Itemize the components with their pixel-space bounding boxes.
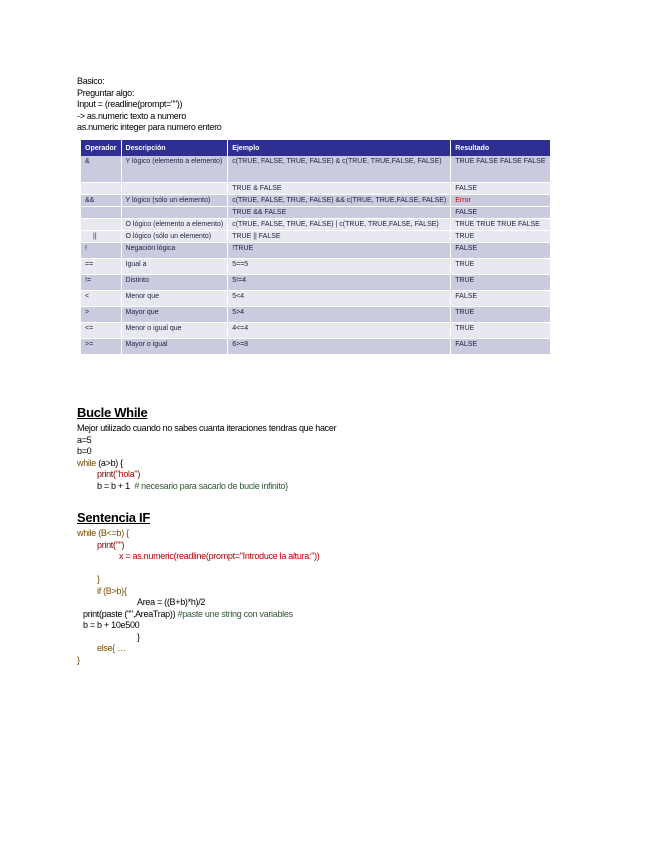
cell-op [81, 207, 122, 219]
cell-desc [122, 183, 229, 195]
cell-example: TRUE && FALSE [228, 207, 451, 219]
table-row [81, 183, 551, 195]
cell-op: < [81, 291, 122, 307]
header-operador: Operador [81, 140, 122, 156]
cell-result: TRUE [451, 259, 550, 275]
code-line [77, 458, 336, 470]
cell-desc: O lógico (elemento a elemento) [122, 219, 229, 231]
code-line [77, 528, 320, 540]
cell-example: TRUE || FALSE [228, 231, 451, 243]
code-line: b=0 [77, 446, 92, 456]
cell-op: != [81, 275, 122, 291]
operators-table [81, 140, 551, 355]
string-literal: "" [115, 539, 122, 550]
intro-line: Input = (readline(prompt="")) [77, 99, 183, 109]
header-resultado: Resultado [451, 140, 550, 156]
cell-result: TRUE [451, 231, 550, 243]
code-comment: # necesario para sacarlo de bucle infinito} [129, 480, 288, 491]
code-text: ) [137, 469, 141, 479]
table-row [81, 259, 551, 275]
cell-desc: Mayor que [122, 307, 229, 323]
table-row [81, 307, 551, 323]
cell-result: TRUE FALSE FALSE FALSE [451, 156, 550, 183]
cell-desc: Distinto [122, 275, 229, 291]
cell-result: TRUE TRUE TRUE FALSE [451, 219, 550, 231]
intro-line: -> as.numeric texto a numero [77, 110, 186, 121]
table-row [81, 231, 551, 243]
cell-op: > [81, 307, 122, 323]
cell-example: 6>=8 [228, 339, 451, 355]
cell-op: && [81, 195, 122, 207]
code-line: if (B>b){ [97, 585, 127, 596]
cell-example: c(TRUE, FALSE, TRUE, FALSE) | c(TRUE, TRUE,FALSE, FALSE) [228, 219, 451, 231]
intro-line: Basico: [77, 76, 105, 86]
code-line: } [77, 654, 80, 665]
table-row [81, 195, 551, 207]
code-line [77, 563, 320, 575]
code-text: b = b + 1 [97, 480, 130, 491]
table-row [81, 243, 551, 259]
keyword-while: while [77, 457, 97, 468]
table-row [81, 339, 551, 355]
code-text: print(paste ("",AreaTrap)) [83, 608, 178, 619]
code-line: x = as.numeric(readline(prompt="Introduce la altura:")) [119, 551, 320, 561]
cell-desc: Y lógico (elemento a elemento) [122, 156, 229, 183]
number-literal: 10e500 [111, 620, 140, 630]
cell-example: !TRUE [228, 243, 451, 259]
code-comment: #paste une string con variables [177, 608, 293, 619]
cell-desc: Igual a [122, 259, 229, 275]
cell-desc: Y lógico (sólo un elemento) [122, 195, 229, 207]
cell-op: ! [81, 243, 122, 259]
string-literal: "hola" [115, 469, 138, 479]
table-row [81, 291, 551, 307]
code-line: Area = ((B+b)*h)/2 [137, 597, 206, 607]
while-heading: Bucle While [77, 405, 148, 420]
code-text: b = b + [83, 620, 112, 630]
cell-result: Error [451, 195, 550, 207]
code-line [77, 609, 320, 621]
cell-result: TRUE [451, 307, 550, 323]
cell-desc: Mayor o igual [122, 339, 229, 355]
code-line [77, 620, 320, 632]
function-print: print( [97, 539, 116, 550]
cell-example: TRUE & FALSE [228, 183, 451, 195]
cell-result: FALSE [451, 339, 550, 355]
cell-op [81, 183, 122, 195]
cell-example: 5>4 [228, 307, 451, 323]
cell-example: c(TRUE, FALSE, TRUE, FALSE) && c(TRUE, TRUE,FALSE, FALSE) [228, 195, 451, 207]
header-descripcion: Descripción [122, 140, 229, 156]
cell-op: & [81, 156, 122, 183]
if-heading: Sentencia IF [77, 510, 150, 525]
cell-example: 5!=4 [228, 275, 451, 291]
cell-op: == [81, 259, 122, 275]
while-section [77, 405, 336, 492]
code-line [77, 469, 336, 481]
code-line: a=5 [77, 434, 92, 445]
table-row [81, 323, 551, 339]
cell-result: FALSE [451, 207, 550, 219]
cell-result: FALSE [451, 243, 550, 259]
header-ejemplo: Ejemplo [228, 140, 451, 156]
cell-op [81, 219, 122, 231]
cell-desc [122, 207, 229, 219]
cell-example: 5==5 [228, 259, 451, 275]
table-row [81, 275, 551, 291]
function-print: print( [97, 469, 116, 479]
cell-desc: Negación lógica [122, 243, 229, 259]
code-line [77, 481, 336, 493]
code-line: } [137, 631, 140, 642]
code-text: ) [121, 539, 125, 550]
cell-op: >= [81, 339, 122, 355]
cell-op: <= [81, 323, 122, 339]
cell-result: TRUE [451, 275, 550, 291]
code-line [77, 540, 320, 552]
cell-desc: Menor o igual que [122, 323, 229, 339]
cell-example: 4<=4 [228, 323, 451, 339]
intro-line: Preguntar algo: [77, 87, 135, 98]
intro-line: as.numeric integer para numero entero [77, 122, 222, 132]
cell-result: FALSE [451, 291, 550, 307]
table-header-row [81, 140, 551, 156]
code-line: else{ … [97, 643, 126, 653]
code-text: (a>b) { [96, 457, 123, 468]
cell-op: || [81, 231, 122, 243]
cell-desc: Menor que [122, 291, 229, 307]
table-row [81, 219, 551, 231]
cell-result: FALSE [451, 183, 550, 195]
cell-example: c(TRUE, FALSE, TRUE, FALSE) & c(TRUE, TRUE,FALSE, FALSE) [228, 156, 451, 183]
cell-desc: O lógico (sólo un elemento) [122, 231, 229, 243]
cell-result: TRUE [451, 323, 550, 339]
code-line: } [97, 574, 100, 584]
table-row [81, 156, 551, 183]
code-text: (B<=b) { [96, 528, 129, 538]
intro-notes [77, 76, 222, 134]
while-description: Mejor utilizado cuando no sabes cuanta iteraciones tendras que hacer [77, 423, 337, 433]
keyword-while: while [77, 528, 97, 538]
table-row [81, 207, 551, 219]
cell-example: 5<4 [228, 291, 451, 307]
if-section [77, 510, 320, 666]
